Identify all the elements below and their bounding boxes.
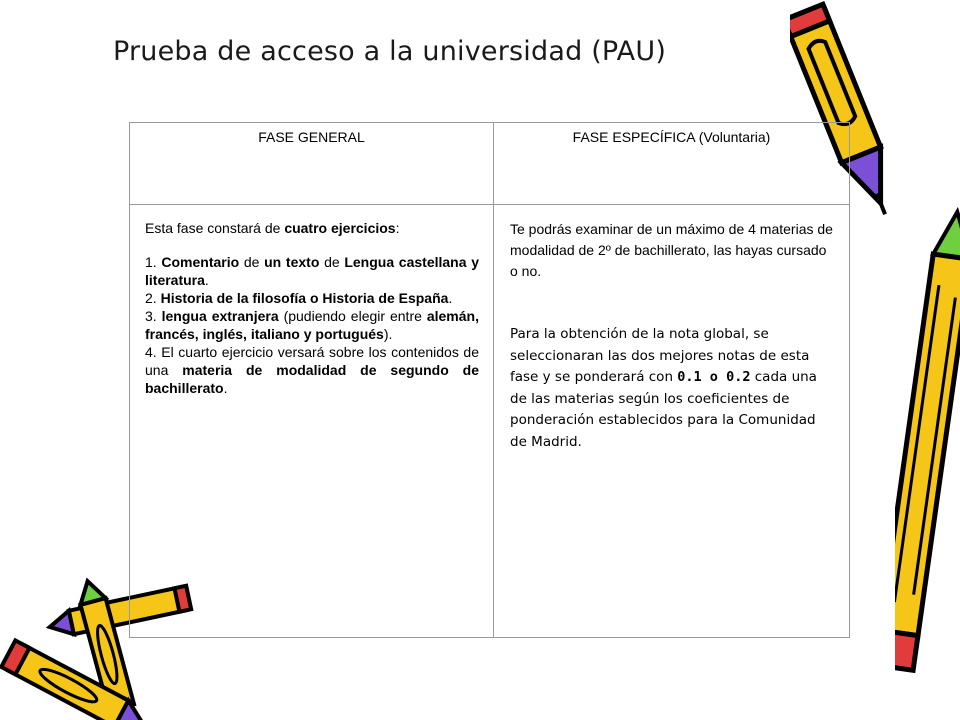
header-fase-especifica: FASE ESPECÍFICA (Voluntaria) — [494, 123, 850, 205]
header-fase-general: FASE GENERAL — [130, 123, 494, 205]
table-body-row — [130, 205, 850, 638]
list-item: 2. Historia de la filosofía o Historia de España. — [145, 290, 453, 306]
specific-text-1: Te podrás examinar de un máximo de 4 materias de modalidad de 2º de bachillerato, las hayas cursado o no. — [510, 221, 833, 279]
table-header-row — [130, 123, 850, 205]
intro-text: Esta fase constará de cuatro ejercicios: — [145, 220, 400, 236]
pencil-icon — [895, 205, 960, 680]
page-title: Prueba de acceso a la universidad (PAU) — [113, 36, 667, 67]
specific-text-2: Para la obtención de la nota global, se seleccionaran las dos mejores notas de esta fase y se ponderará con 0.1 o 0.2 cada una de las materias según los coeficientes de ponderación establecidos para la Comunidad de Madrid. — [510, 326, 817, 450]
list-item: 1. Comentario de un texto de Lengua castellana y literatura. — [145, 254, 479, 288]
pau-table — [129, 122, 850, 638]
list-item: 3. lengua extranjera (pudiendo elegir entre alemán, francés, inglés, italiano y portugués). — [145, 308, 479, 342]
fase-general-content — [130, 205, 494, 638]
fase-especifica-content — [494, 205, 850, 638]
list-item: 4. El cuarto ejercicio versará sobre los contenidos de una materia de modalidad de segundo de bachillerato. — [145, 344, 480, 396]
